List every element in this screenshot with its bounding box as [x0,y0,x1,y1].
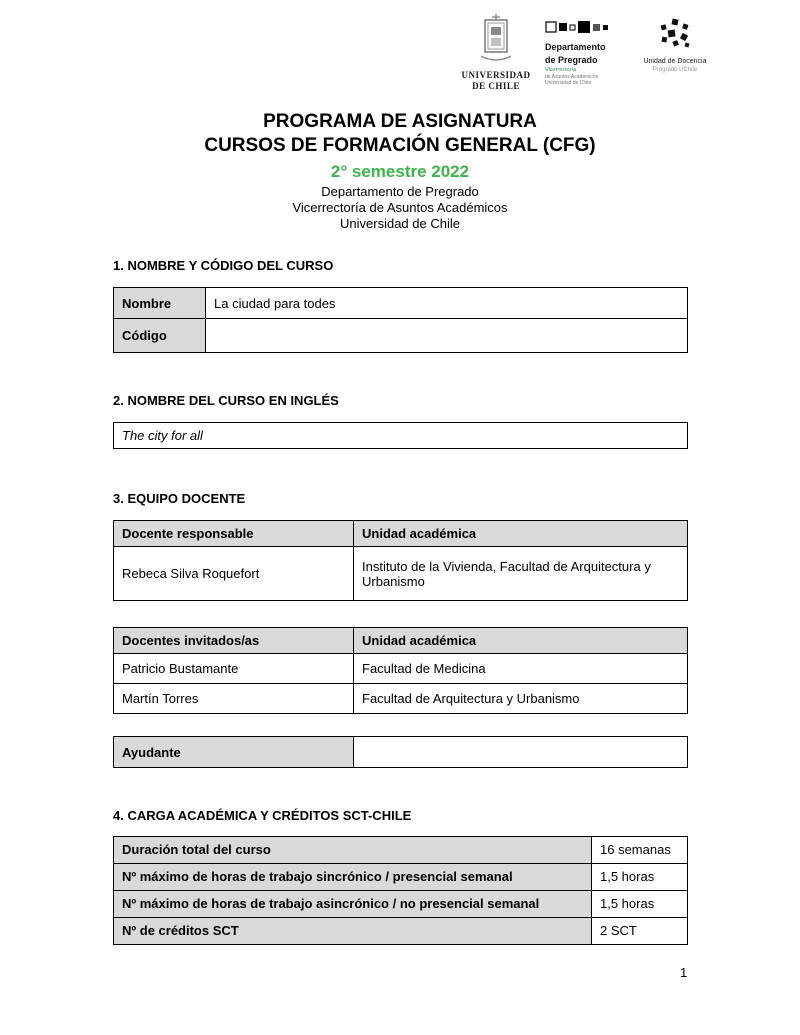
table-row [114,654,688,684]
ayudante-table [113,736,688,768]
table-row [114,918,688,945]
uchile-crest-icon [478,14,514,67]
docencia-logo [642,14,708,74]
uchile-logo-text-line2: DE CHILE [472,81,520,91]
logo-strip [460,14,708,92]
duracion-value-cell: 16 semanas [592,837,688,864]
table-row [114,684,688,714]
docentes-invitados-header: Docentes invitados/as [114,628,354,654]
nombre-value-cell: La ciudad para todes [206,288,688,319]
pregrado-logo-subtitle-3: Universidad de Chile [545,79,592,86]
uchile-logo [460,14,532,92]
pregrado-logo [545,14,629,86]
table-row [114,837,688,864]
docente-name-cell: Patricio Bustamante [114,654,354,684]
table-row [114,547,688,601]
pregrado-logo-title-line1: Departamento [545,42,606,52]
horas-sincronico-label-cell: Nº máximo de horas de trabajo sincrónico / presencial semanal [114,864,592,891]
table-row [114,864,688,891]
section4-heading: 4. CARGA ACADÉMICA Y CRÉDITOS SCT-CHILE [113,808,412,823]
unidad-cell: Facultad de Arquitectura y Urbanismo [354,684,688,714]
semester-subtitle: 2° semestre 2022 [330,162,470,181]
unidad-cell: Facultad de Medicina [354,654,688,684]
section2-heading: 2. NOMBRE DEL CURSO EN INGLÉS [113,393,339,408]
docente-name-cell: Martín Torres [114,684,354,714]
codigo-value-cell [206,319,688,353]
codigo-label-cell: Código [114,319,206,353]
docentes-invitados-table [113,627,688,714]
horas-sincronico-value-cell: 1,5 horas [592,864,688,891]
pregrado-logo-subtitle-1: Vicerrectoría [545,67,577,73]
uchile-logo-text-line1: UNIVERSIDAD [461,70,531,80]
docencia-logo-line2: Pregrado UChile [652,67,698,73]
horas-asincronico-label-cell: Nº máximo de horas de trabajo asincrónico / no presencial semanal [114,891,592,918]
creditos-sct-label-cell: Nº de créditos SCT [114,918,592,945]
document-content [113,258,688,945]
org-line-universidad: Universidad de Chile [340,216,460,231]
section3-heading: 3. EQUIPO DOCENTE [113,491,246,506]
table-row [114,891,688,918]
section1-heading: 1. NOMBRE Y CÓDIGO DEL CURSO [113,258,334,273]
org-line-departamento: Departamento de Pregrado [321,184,479,199]
pregrado-squares-icon [545,20,611,39]
pregrado-logo-subtitle-2: de Asuntos Académicos [545,73,599,80]
ayudante-label-cell: Ayudante [114,737,354,768]
docente-responsable-header: Docente responsable [114,521,354,547]
unidad-academica-header: Unidad académica [354,628,688,654]
docencia-logo-line1: Unidad de Docencia [643,58,707,65]
table-row [114,423,688,449]
org-line-vicerrectoria: Vicerrectoría de Asuntos Académicos [292,200,508,215]
table-header-row [114,628,688,654]
table-row [114,288,688,319]
unidad-cell: Instituto de la Vivienda, Facultad de Arquitectura y Urbanismo [354,547,688,601]
english-name-cell: The city for all [114,423,688,449]
table-row [114,319,688,353]
ayudante-value-cell [354,737,688,768]
docente-responsable-table [113,520,688,601]
nombre-label-cell: Nombre [114,288,206,319]
document-title-line2: CURSOS DE FORMACIÓN GENERAL (CFG) [204,135,596,156]
pregrado-logo-title-line2: de Pregrado [545,55,598,65]
duracion-label-cell: Duración total del curso [114,837,592,864]
english-name-table [113,422,688,449]
unidad-academica-header: Unidad académica [354,521,688,547]
docente-name-cell: Rebeca Silva Roquefort [114,547,354,601]
table-row [114,737,688,768]
creditos-sct-value-cell: 2 SCT [592,918,688,945]
page-number: 1 [680,965,688,980]
document-title-line1: PROGRAMA DE ASIGNATURA [263,111,537,132]
carga-academica-table [113,836,688,945]
table-header-row [114,521,688,547]
nombre-codigo-table [113,287,688,353]
docencia-squares-icon [657,18,693,55]
horas-asincronico-value-cell: 1,5 horas [592,891,688,918]
